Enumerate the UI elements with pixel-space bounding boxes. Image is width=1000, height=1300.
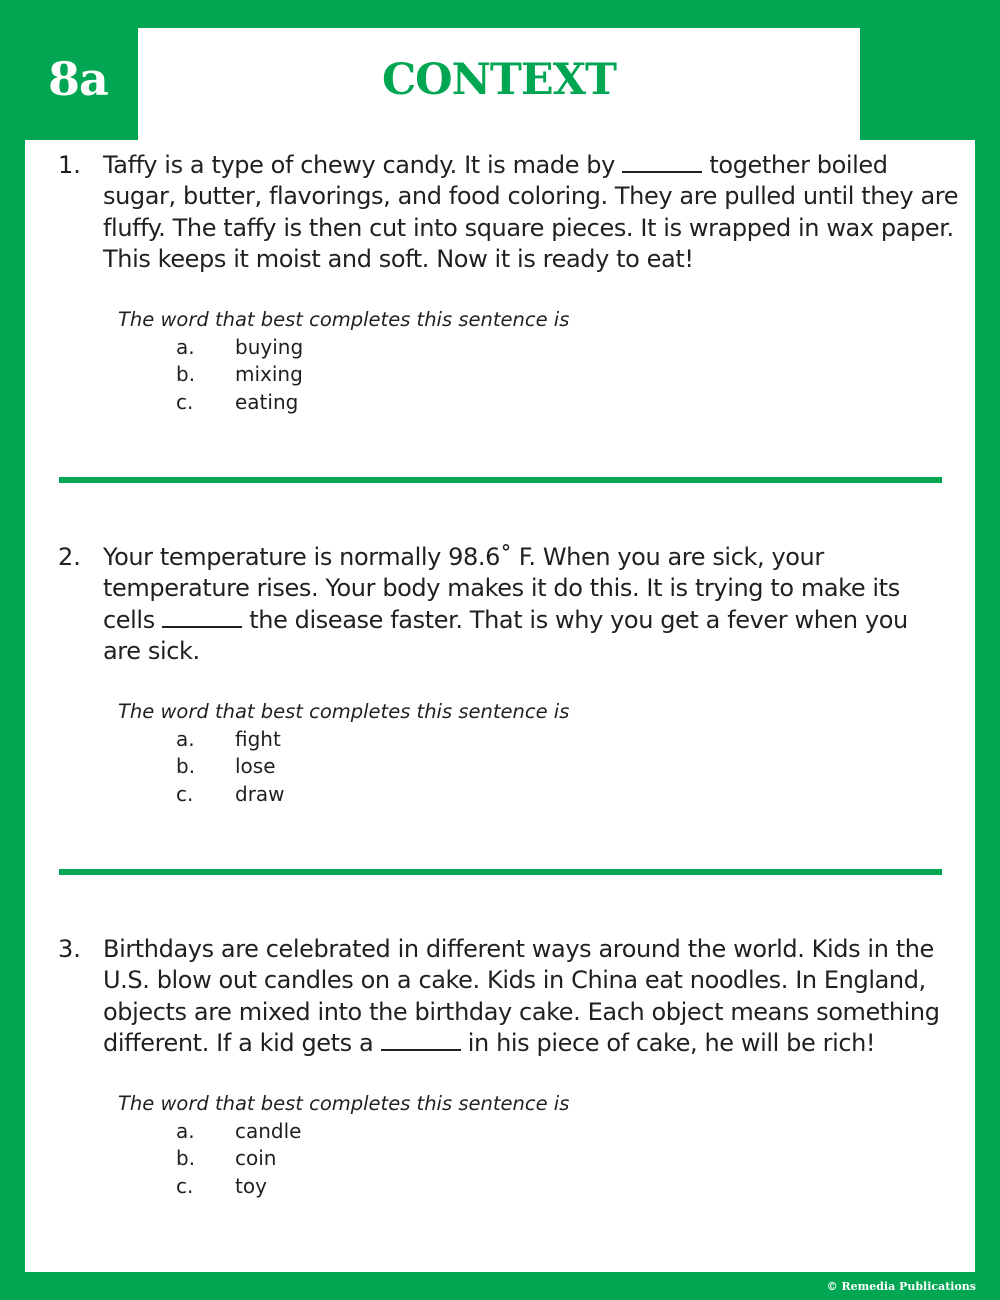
option-letter: b.: [176, 1146, 196, 1170]
text-segment: the disease faster. That is why you get a fever when you: [242, 605, 908, 634]
option-word: mixing: [235, 362, 303, 386]
section-divider: [59, 869, 942, 875]
question-line: temperature rises. Your body makes it do this. It is trying to make its: [103, 574, 900, 603]
option-word: toy: [235, 1174, 267, 1198]
question-text: [103, 150, 958, 275]
question-line: sugar, butter, flavorings, and food coloring. They are pulled until they are: [103, 182, 959, 211]
option-letter: b.: [176, 362, 196, 386]
option-letter: c.: [176, 782, 194, 806]
option-letter: a.: [176, 335, 195, 359]
option-word: fight: [235, 727, 281, 751]
option-word: eating: [235, 390, 299, 414]
question-text: [103, 934, 940, 1059]
option-letter: b.: [176, 754, 196, 778]
option-word: coin: [235, 1146, 277, 1170]
option-word: draw: [235, 782, 285, 806]
question-line: U.S. blow out candles on a cake. Kids in China eat noodles. In England,: [103, 966, 926, 995]
option-letter: c.: [176, 390, 194, 414]
text-segment: different. If a kid gets a: [103, 1028, 381, 1057]
text-segment: in his piece of cake, he will be rich!: [460, 1028, 876, 1057]
text-segment: cells: [103, 605, 163, 634]
option-word: buying: [235, 335, 304, 359]
question-line: Your temperature is normally 98.6˚ F. When you are sick, your: [103, 543, 824, 571]
section-divider: [59, 477, 942, 483]
question-line: This keeps it moist and soft. Now it is ready to eat!: [103, 244, 694, 273]
answer-blank: [381, 1029, 461, 1051]
option-word: candle: [235, 1119, 302, 1143]
page-title: CONTEXT: [381, 55, 617, 105]
text-segment: Taffy is a type of chewy candy. It is made by: [103, 151, 623, 179]
question-number: 1.: [58, 151, 81, 179]
question-prompt: The word that best completes this sentence is: [118, 308, 570, 331]
title-box: [138, 28, 860, 143]
question-number: 3.: [58, 935, 81, 963]
answer-blank: [622, 151, 702, 173]
option-letter: a.: [176, 1119, 195, 1143]
copyright-notice: © Remedia Publications: [826, 1280, 976, 1293]
question-line: are sick.: [103, 636, 200, 665]
option-word: lose: [235, 754, 276, 778]
question-line: [103, 150, 958, 181]
question-number: 2.: [58, 543, 81, 571]
question-prompt: The word that best completes this sentence is: [118, 700, 570, 723]
option-letter: a.: [176, 727, 195, 751]
option-letter: c.: [176, 1174, 194, 1198]
question-line: Birthdays are celebrated in different ways around the world. Kids in the: [103, 935, 934, 963]
question-line: [103, 1028, 940, 1059]
answer-blank: [162, 606, 242, 628]
question-prompt: The word that best completes this sentence is: [118, 1092, 570, 1115]
text-segment: together boiled: [702, 151, 888, 179]
question-text: [103, 542, 908, 667]
question-line: objects are mixed into the birthday cake. Each object means something: [103, 997, 940, 1026]
question-line: [103, 605, 908, 636]
lesson-number: 8a: [48, 52, 108, 106]
question-line: fluffy. The taffy is then cut into square pieces. It is wrapped in wax paper.: [103, 213, 954, 242]
